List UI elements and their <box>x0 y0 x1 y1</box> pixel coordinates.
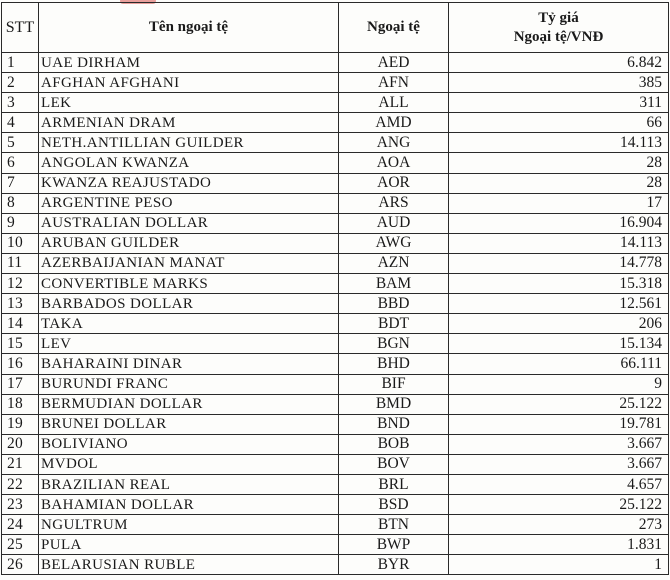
currency-code: ALL <box>339 93 449 113</box>
exchange-rate: 6.842 <box>449 53 669 73</box>
row-stt: 21 <box>2 454 39 474</box>
row-stt: 22 <box>2 474 39 494</box>
currency-name: BOLIVIANO <box>39 434 339 454</box>
currency-code: ARS <box>339 193 449 213</box>
table-row <box>2 53 669 73</box>
exchange-rate: 19.781 <box>449 414 669 434</box>
table-body <box>2 53 669 575</box>
currency-name: ANGOLAN KWANZA <box>39 153 339 173</box>
row-stt: 2 <box>2 73 39 93</box>
currency-name: KWANZA REAJUSTADO <box>39 173 339 193</box>
currency-code: BOV <box>339 454 449 474</box>
table-row <box>2 294 669 314</box>
row-stt: 7 <box>2 173 39 193</box>
currency-code: AED <box>339 53 449 73</box>
exchange-rate: 14.113 <box>449 133 669 153</box>
row-stt: 11 <box>2 253 39 273</box>
currency-code: AOA <box>339 153 449 173</box>
currency-name: BAHAMIAN DOLLAR <box>39 495 339 515</box>
header-rate-line2: Ngoại tệ/VNĐ <box>513 28 604 45</box>
currency-name: ARUBAN GUILDER <box>39 233 339 253</box>
exchange-rate: 3.667 <box>449 434 669 454</box>
exchange-rate: 16.904 <box>449 213 669 233</box>
exchange-rate: 25.122 <box>449 394 669 414</box>
exchange-rate-table <box>1 2 669 575</box>
currency-code: BGN <box>339 334 449 354</box>
row-stt: 14 <box>2 314 39 334</box>
row-stt: 12 <box>2 274 39 294</box>
currency-code: BAM <box>339 274 449 294</box>
table-row <box>2 274 669 294</box>
currency-name: BURUNDI FRANC <box>39 374 339 394</box>
table-row <box>2 454 669 474</box>
table-row <box>2 374 669 394</box>
row-stt: 5 <box>2 133 39 153</box>
currency-name: NETH.ANTILLIAN GUILDER <box>39 133 339 153</box>
row-stt: 20 <box>2 434 39 454</box>
header-exchange-rate <box>449 3 669 53</box>
currency-code: AUD <box>339 213 449 233</box>
currency-code: BWP <box>339 535 449 555</box>
currency-name: LEK <box>39 93 339 113</box>
exchange-rate: 273 <box>449 515 669 535</box>
exchange-rate: 12.561 <box>449 294 669 314</box>
table-row <box>2 515 669 535</box>
currency-code: BBD <box>339 294 449 314</box>
exchange-rate: 3.667 <box>449 454 669 474</box>
currency-code: AOR <box>339 173 449 193</box>
table-row <box>2 153 669 173</box>
row-stt: 23 <box>2 495 39 515</box>
row-stt: 4 <box>2 113 39 133</box>
currency-name: UAE DIRHAM <box>39 53 339 73</box>
currency-name: BRUNEI DOLLAR <box>39 414 339 434</box>
row-stt: 16 <box>2 354 39 374</box>
row-stt: 17 <box>2 374 39 394</box>
header-currency-code: Ngoại tệ <box>339 3 449 53</box>
currency-name: CONVERTIBLE MARKS <box>39 274 339 294</box>
table-row <box>2 93 669 113</box>
exchange-rate: 14.778 <box>449 253 669 273</box>
currency-code: BHD <box>339 354 449 374</box>
currency-code: AFN <box>339 73 449 93</box>
row-stt: 6 <box>2 153 39 173</box>
currency-name: AZERBAIJANIAN MANAT <box>39 253 339 273</box>
currency-code: BIF <box>339 374 449 394</box>
table-row <box>2 213 669 233</box>
exchange-rate: 25.122 <box>449 495 669 515</box>
currency-name: NGULTRUM <box>39 515 339 535</box>
row-stt: 19 <box>2 414 39 434</box>
currency-name: BAHARAINI DINAR <box>39 354 339 374</box>
table-header <box>2 3 669 53</box>
header-currency-name: Tên ngoại tệ <box>39 3 339 53</box>
exchange-rate: 28 <box>449 153 669 173</box>
currency-code: BMD <box>339 394 449 414</box>
exchange-rate: 15.318 <box>449 274 669 294</box>
row-stt: 13 <box>2 294 39 314</box>
exchange-rate: 17 <box>449 193 669 213</box>
row-stt: 9 <box>2 213 39 233</box>
row-stt: 10 <box>2 233 39 253</box>
exchange-rate: 385 <box>449 73 669 93</box>
table-row <box>2 394 669 414</box>
currency-name: BELARUSIAN RUBLE <box>39 555 339 575</box>
header-row <box>2 3 669 53</box>
exchange-rate: 311 <box>449 93 669 113</box>
currency-code: BYR <box>339 555 449 575</box>
table-row <box>2 133 669 153</box>
currency-code: ANG <box>339 133 449 153</box>
currency-code: BTN <box>339 515 449 535</box>
row-stt: 8 <box>2 193 39 213</box>
currency-name: TAKA <box>39 314 339 334</box>
table-row <box>2 334 669 354</box>
row-stt: 18 <box>2 394 39 414</box>
exchange-rate: 66.111 <box>449 354 669 374</box>
currency-code: BRL <box>339 474 449 494</box>
table-row <box>2 193 669 213</box>
table-row <box>2 314 669 334</box>
row-stt: 15 <box>2 334 39 354</box>
currency-code: AWG <box>339 233 449 253</box>
currency-name: ARGENTINE PESO <box>39 193 339 213</box>
currency-name: BERMUDIAN DOLLAR <box>39 394 339 414</box>
row-stt: 25 <box>2 535 39 555</box>
currency-code: BDT <box>339 314 449 334</box>
currency-name: BRAZILIAN REAL <box>39 474 339 494</box>
header-stt: STT <box>2 3 39 53</box>
exchange-rate: 14.113 <box>449 233 669 253</box>
currency-name: AUSTRALIAN DOLLAR <box>39 213 339 233</box>
header-rate-line1: Tỷ giá <box>538 9 579 26</box>
currency-code: BND <box>339 414 449 434</box>
table-row <box>2 495 669 515</box>
exchange-rate: 9 <box>449 374 669 394</box>
currency-name: LEV <box>39 334 339 354</box>
currency-name: PULA <box>39 535 339 555</box>
row-stt: 3 <box>2 93 39 113</box>
currency-code: AZN <box>339 253 449 273</box>
currency-code: BOB <box>339 434 449 454</box>
currency-name: ARMENIAN DRAM <box>39 113 339 133</box>
table-row <box>2 253 669 273</box>
currency-code: AMD <box>339 113 449 133</box>
table-row <box>2 354 669 374</box>
currency-code: BSD <box>339 495 449 515</box>
row-stt: 24 <box>2 515 39 535</box>
exchange-rate: 206 <box>449 314 669 334</box>
table-row <box>2 474 669 494</box>
exchange-rate: 4.657 <box>449 474 669 494</box>
currency-name: BARBADOS DOLLAR <box>39 294 339 314</box>
exchange-rate: 1 <box>449 555 669 575</box>
table-row <box>2 113 669 133</box>
table-row <box>2 555 669 575</box>
currency-name: AFGHAN AFGHANI <box>39 73 339 93</box>
table-row <box>2 233 669 253</box>
table-row <box>2 73 669 93</box>
row-stt: 26 <box>2 555 39 575</box>
table-row <box>2 173 669 193</box>
currency-name: MVDOL <box>39 454 339 474</box>
exchange-rate: 66 <box>449 113 669 133</box>
table-row <box>2 434 669 454</box>
exchange-rate: 15.134 <box>449 334 669 354</box>
exchange-rate: 1.831 <box>449 535 669 555</box>
table-row <box>2 535 669 555</box>
exchange-rate: 28 <box>449 173 669 193</box>
row-stt: 1 <box>2 53 39 73</box>
table-row <box>2 414 669 434</box>
